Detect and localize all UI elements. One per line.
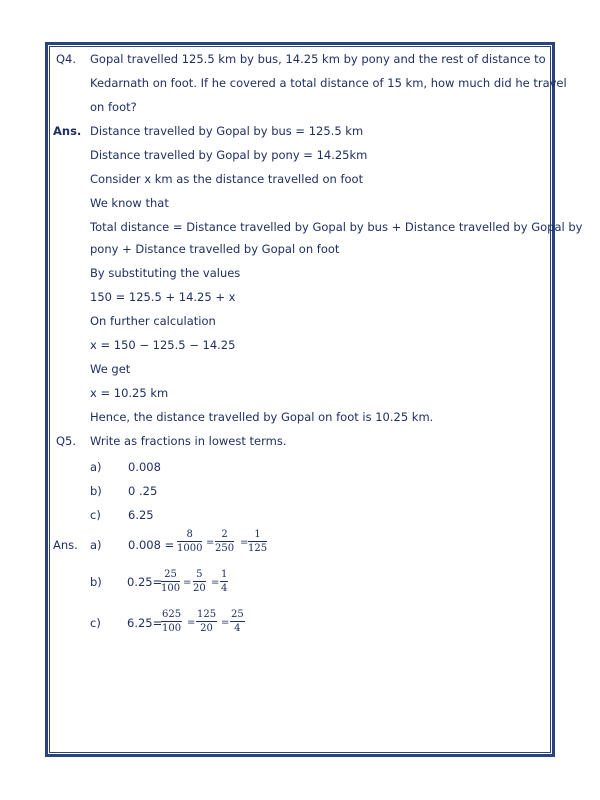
- ans5-a-fraction-2: $\frac{2}{250}$: [215, 529, 235, 554]
- ans5-c-letter: c): [90, 616, 101, 630]
- ans4-line-13: Hence, the distance travelled by Gopal on foot is 10.25 km.: [90, 410, 434, 424]
- ans4-line-1: Distance travelled by Gopal by bus = 125.5 km: [90, 124, 364, 138]
- q5-part-a-value: 0.008: [128, 460, 161, 474]
- ans5-a-lhs: 0.008 =: [128, 538, 175, 552]
- ans4-line-12: x = 10.25 km: [90, 386, 169, 400]
- ans5-a-fraction-1: $\frac{8}{1000}$: [177, 529, 203, 554]
- ans5-b-equals-1: =: [183, 577, 192, 588]
- q5-part-b-letter: b): [90, 484, 102, 498]
- ans5-b-lhs: 0.25=: [127, 575, 163, 589]
- ans5-c-equals-1: =: [187, 617, 196, 628]
- ans5-c-fraction-1: $\frac{625}{100}$: [162, 609, 182, 634]
- ans4-line-5: Total distance = Distance travelled by Gopal by bus + Distance travelled by Gopal by: [90, 220, 583, 234]
- ans4-line-8: 150 = 125.5 + 14.25 + x: [90, 290, 236, 304]
- q5-label: Q5.: [56, 434, 77, 448]
- ans5-b-fraction-3: $\frac{1}{4}$: [221, 569, 228, 594]
- q5-part-c-letter: c): [90, 508, 101, 522]
- ans5-b-equals-2: =: [211, 577, 220, 588]
- ans4-line-3: Consider x km as the distance travelled on foot: [90, 172, 364, 186]
- ans4-line-11: We get: [90, 362, 131, 376]
- ans5-a-equals-1: =: [206, 537, 215, 548]
- ans5-c-lhs: 6.25=: [127, 616, 163, 630]
- ans5-c-fraction-3: $\frac{25}{4}$: [231, 609, 244, 634]
- q5-part-b-value: 0 .25: [128, 484, 158, 498]
- ans5-a-equals-2: =: [240, 537, 249, 548]
- ans5-a-fraction-3: $\frac{1}{125}$: [248, 529, 268, 554]
- ans5-c-equals-2: =: [221, 617, 230, 628]
- ans4-line-9: On further calculation: [90, 314, 216, 328]
- q4-line-2: Kedarnath on foot. If he covered a total distance of 15 km, how much did he travel: [90, 76, 567, 90]
- q4-line-3: on foot?: [90, 100, 137, 114]
- q4-label: Q4.: [56, 52, 77, 66]
- ans5-b-fraction-1: $\frac{25}{100}$: [161, 569, 181, 594]
- q5-part-c-value: 6.25: [128, 508, 154, 522]
- ans5-a-letter: a): [90, 538, 102, 552]
- ans4-line-2: Distance travelled by Gopal by pony = 14.25km: [90, 148, 368, 162]
- ans4-line-6: pony + Distance travelled by Gopal on foot: [90, 242, 340, 256]
- q5-part-a-letter: a): [90, 460, 102, 474]
- ans5-b-fraction-2: $\frac{5}{20}$: [193, 569, 206, 594]
- ans4-label: Ans.: [53, 124, 82, 138]
- ans5-label: Ans.: [53, 538, 78, 552]
- ans5-b-letter: b): [90, 575, 102, 589]
- q5-text: Write as fractions in lowest terms.: [90, 434, 287, 448]
- ans4-line-7: By substituting the values: [90, 266, 241, 280]
- ans4-line-10: x = 150 − 125.5 − 14.25: [90, 338, 236, 352]
- ans5-c-fraction-2: $\frac{125}{20}$: [197, 609, 217, 634]
- ans4-line-4: We know that: [90, 196, 169, 210]
- q4-line-1: Gopal travelled 125.5 km by bus, 14.25 km by pony and the rest of distance to: [90, 52, 546, 66]
